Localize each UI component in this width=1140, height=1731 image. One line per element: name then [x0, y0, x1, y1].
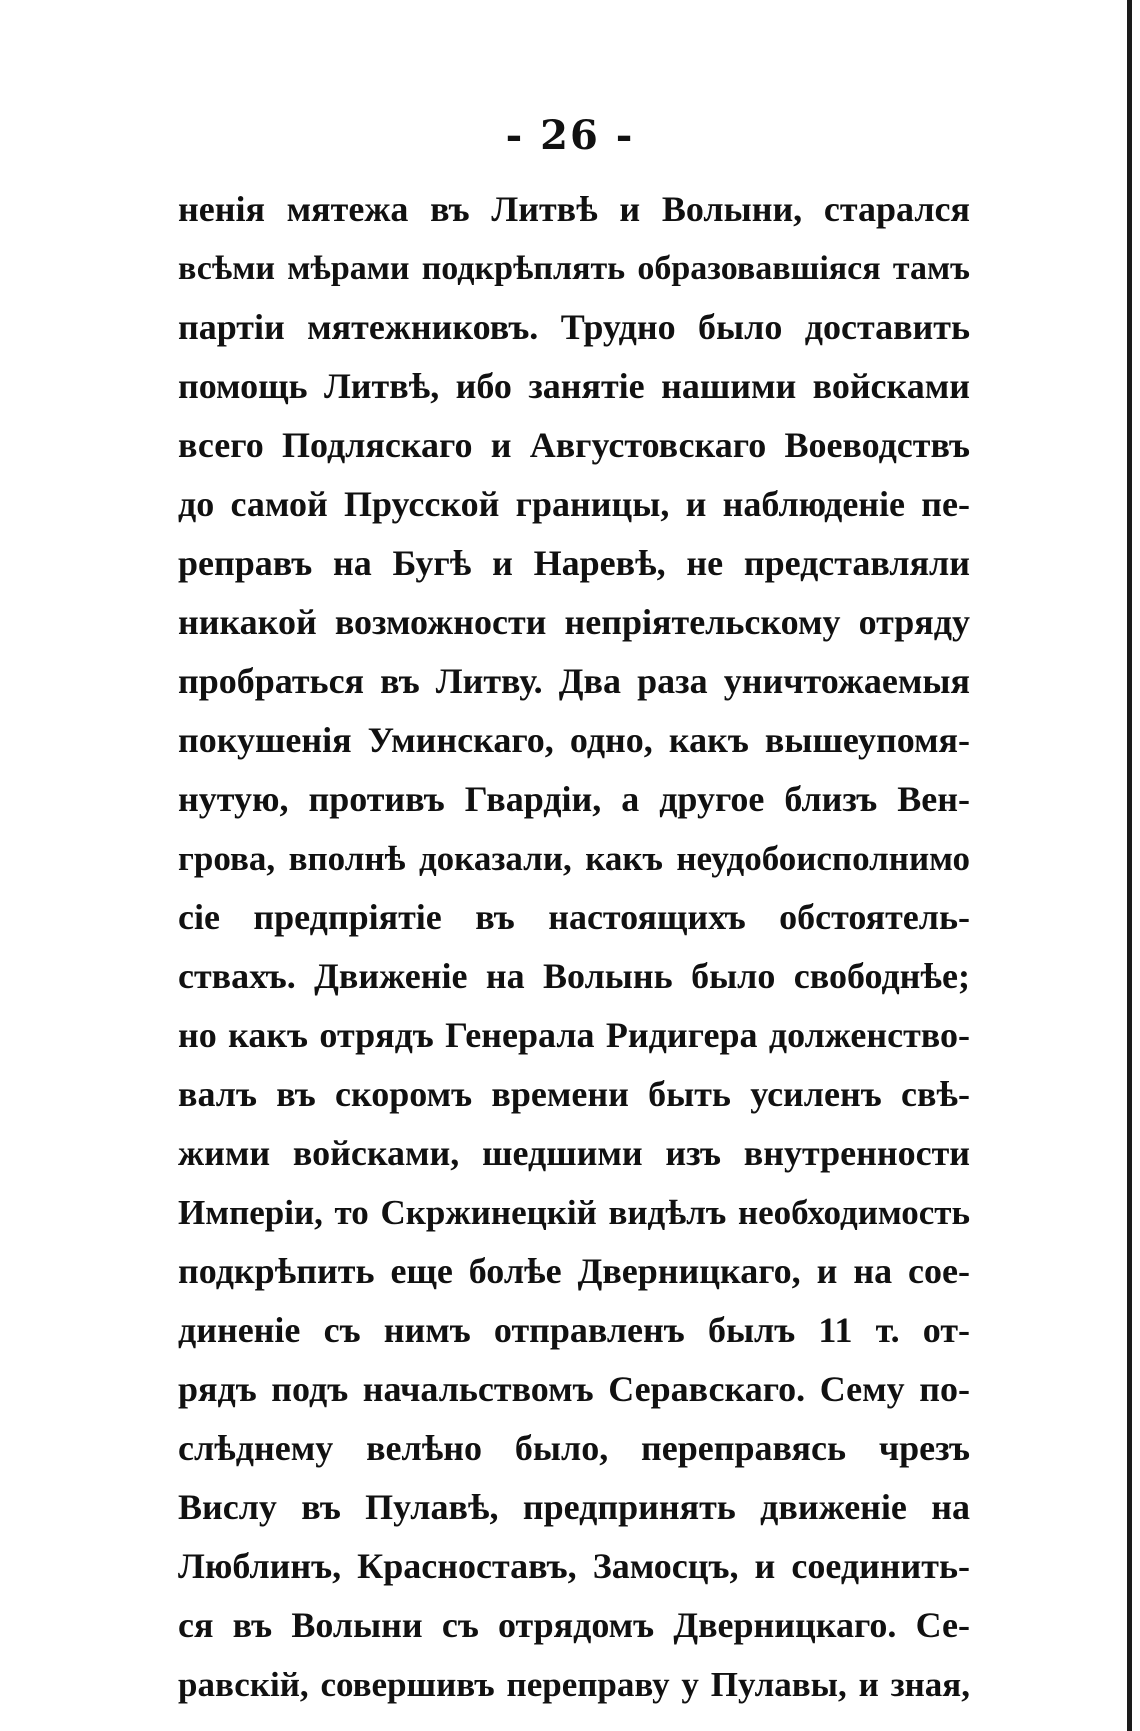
- text-line: ствахъ. Движеніе на Волынь было свободнѣе;: [178, 956, 970, 996]
- text-line: всѣми мѣрами подкрѣплять образовавшіяся тамъ: [178, 250, 970, 287]
- page-body-text: [178, 180, 970, 1714]
- text-line: валъ въ скоромъ времени быть усиленъ свѣ-: [178, 1074, 970, 1114]
- page-number: - 26 -: [505, 112, 635, 159]
- text-line: никакой возможности непріятельскому отряду: [178, 602, 970, 642]
- text-line: рядъ подъ начальствомъ Серавскаго. Сему по-: [178, 1369, 970, 1409]
- text-line: Вислу въ Пулавѣ, предпринять движеніе на: [178, 1487, 970, 1527]
- text-line: до самой Прусской границы, и наблюденіе пе-: [178, 484, 970, 524]
- text-line: Имперіи, то Скржинецкій видѣлъ необходимость: [178, 1193, 970, 1232]
- text-line: слѣднему велѣно было, переправясь чрезъ: [178, 1428, 970, 1468]
- text-line: ненія мятежа въ Литвѣ и Волыни, старался: [178, 189, 970, 229]
- text-line: грова, вполнѣ доказали, какъ неудобоисполнимо: [178, 839, 970, 878]
- text-line: реправъ на Бугѣ и Наревѣ, не представляли: [178, 543, 970, 583]
- text-line: но какъ отрядъ Генерала Ридигера долженство-: [178, 1015, 970, 1055]
- text-line: диненіе съ нимъ отправленъ былъ 11 т. от-: [178, 1310, 970, 1350]
- text-line: помощь Литвѣ, ибо занятіе нашими войсками: [178, 366, 970, 406]
- text-line: нутую, противъ Гвардіи, а другое близъ Вен-: [178, 779, 970, 819]
- text-line: равскій, совершивъ переправу у Пулавы, и зная,: [178, 1665, 970, 1704]
- text-line: всего Подляскаго и Августовскаго Воеводствъ: [178, 425, 970, 465]
- text-line: партіи мятежниковъ. Трудно было доставить: [178, 307, 970, 347]
- text-line: сіе предпріятіе въ настоящихъ обстоятель-: [178, 897, 970, 937]
- text-line: покушенія Уминскаго, одно, какъ вышеупомя-: [178, 720, 970, 760]
- text-line: ся въ Волыни съ отрядомъ Дверницкаго. Се-: [178, 1605, 970, 1645]
- text-line: подкрѣпить еще болѣе Дверницкаго, и на сое-: [178, 1251, 970, 1291]
- text-line: пробраться въ Литву. Два раза уничтожаемыя: [178, 661, 970, 701]
- text-line: Люблинъ, Красноставъ, Замосцъ, и соединить-: [178, 1546, 970, 1586]
- text-line: жими войсками, шедшими изъ внутренности: [178, 1133, 970, 1173]
- page-edge-rule: [1127, 0, 1132, 1731]
